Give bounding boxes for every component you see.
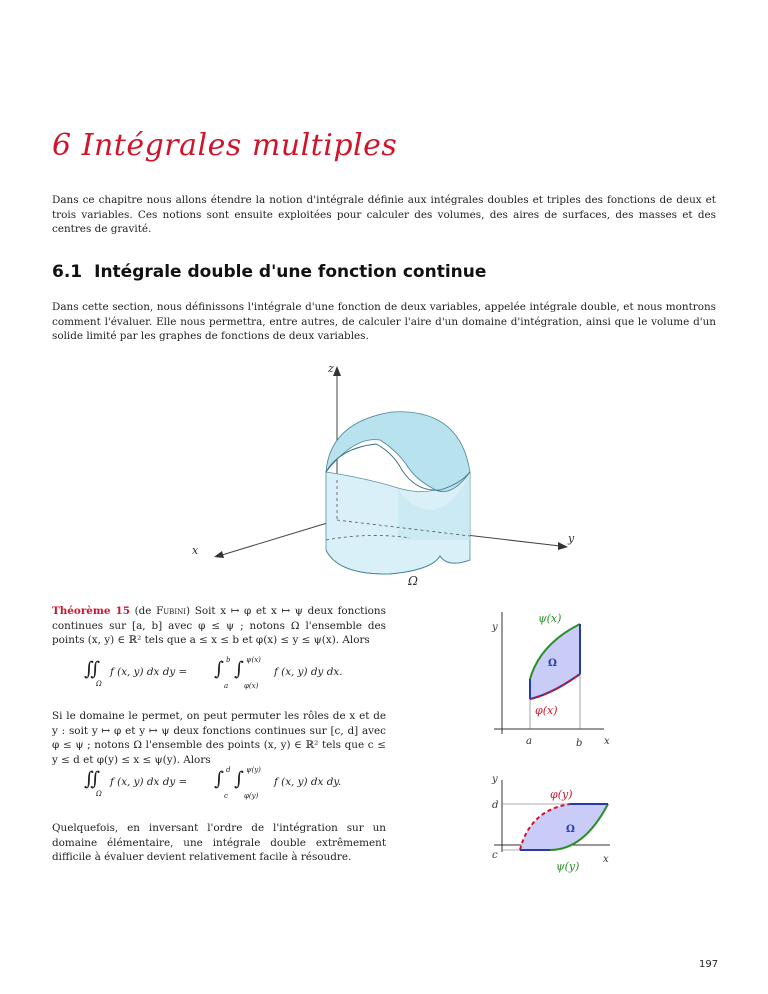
domain-label: Ω xyxy=(408,574,418,588)
formula2-inner-lower: φ(y) xyxy=(244,792,259,800)
theorem-text: Soit x ↦ φ et x ↦ ψ deux fonctions continues sur [a, b] avec φ ≤ ψ ; notons Ω l'ensemble des points (x, y) ∈ ℝ² tels que a ≤ x ≤ b et φ(x) ≤ y ≤ ψ(x). Alors xyxy=(52,605,386,647)
y-axis-label: y xyxy=(492,622,498,633)
formula1-inner-lower: φ(x) xyxy=(244,682,259,690)
integral-sign: ∫ xyxy=(234,768,244,790)
y-axis-label: y xyxy=(492,774,498,785)
formula1-upper: b xyxy=(226,656,231,664)
y-axis-label: y xyxy=(568,532,575,545)
formula1-lhs: f (x, y) dx dy = xyxy=(110,666,188,678)
omega-label: Ω xyxy=(548,658,557,669)
page-number: 197 xyxy=(699,959,719,970)
fubini-formula-1 xyxy=(84,656,384,696)
chapter-intro: Dans ce chapitre nous allons étendre la notion d'intégrale définie aux intégrales doubles et triples des fonctions de deux et trois variables. Ces notions sont ensuite exploitées pour calculer des volumes, des aires de surfaces, des masses et des centres de gravité. xyxy=(52,194,716,236)
formula1-integrand: f (x, y) dy dx. xyxy=(274,666,343,678)
formula2-lower: c xyxy=(224,792,228,800)
omega-label: Ω xyxy=(566,824,575,835)
phi-label: φ(x) xyxy=(535,704,558,717)
formula2-upper: d xyxy=(226,766,231,774)
theorem-attribution-prefix: (de xyxy=(134,605,157,617)
formula1-lower: a xyxy=(224,682,229,690)
formula2-integrand: f (x, y) dx dy. xyxy=(274,776,342,788)
integral-sign: ∫ xyxy=(214,658,224,680)
x-axis-label: x xyxy=(603,854,609,865)
x-axis-arrow xyxy=(214,551,224,558)
omega-subscript: Ω xyxy=(96,680,102,688)
graph-domain-y xyxy=(480,770,620,876)
swap-paragraph: Si le domaine le permet, on peut permuter les rôles de x et de y : soit y ↦ φ et y ↦ ψ deux fonctions continues sur [c, d] avec φ ≤ ψ ; notons Ω l'ensemble des points (x, y) ∈ ℝ² tels que c ≤ y ≤ d et φ(y) ≤ x ≤ ψ(y). Alors xyxy=(52,710,386,766)
theorem-attribution-suffix: ) xyxy=(186,605,191,617)
z-axis-arrow xyxy=(333,366,341,376)
double-integral-sign: ∬ xyxy=(84,768,101,790)
phi-label: φ(y) xyxy=(550,788,573,801)
integral-sign: ∫ xyxy=(234,658,244,680)
integral-sign: ∫ xyxy=(214,768,224,790)
omega-region xyxy=(520,804,608,850)
x-axis xyxy=(222,520,337,555)
fubini-formula-2 xyxy=(84,766,384,806)
formula2-lhs: f (x, y) dx dy = xyxy=(110,776,188,788)
section-heading xyxy=(52,262,486,282)
closing-paragraph: Quelquefois, en inversant l'ordre de l'intégration sur un domaine élémentaire, une intégrale double extrêmement difficile à évaluer devient relativement facile à résoudre. xyxy=(52,822,386,864)
graph-domain-x xyxy=(480,604,620,754)
psi-label: ψ(x) xyxy=(538,612,562,625)
a-label: a xyxy=(526,736,532,747)
section-title: Intégrale double d'une fonction continue xyxy=(94,262,487,282)
d-label: d xyxy=(492,800,499,811)
solid-3d-figure xyxy=(170,360,590,590)
formula1-inner-upper: ψ(x) xyxy=(246,656,261,664)
section-number: 6.1 xyxy=(52,262,83,282)
y-axis-arrow xyxy=(558,542,568,550)
c-label: c xyxy=(492,850,498,861)
z-axis-label: z xyxy=(328,362,334,375)
b-label: b xyxy=(576,738,583,749)
theorem-attribution-name: Fubini xyxy=(156,605,186,617)
x-axis-label: x xyxy=(604,736,610,747)
omega-subscript: Ω xyxy=(96,790,102,798)
x-axis-label: x xyxy=(192,544,199,557)
psi-label: ψ(y) xyxy=(556,860,580,873)
formula2-inner-upper: ψ(y) xyxy=(246,766,261,774)
chapter-title: 6 Intégrales multiples xyxy=(52,128,398,163)
double-integral-sign: ∬ xyxy=(84,658,101,680)
theorem-label: Théorème 15 xyxy=(52,605,130,617)
theorem-statement xyxy=(52,604,386,648)
section-intro: Dans cette section, nous définissons l'intégrale d'une fonction de deux variables, appelée intégrale double, et nous montrons comment l'évaluer. Elle nous permettra, entre autres, de calculer l'aire d'un domaine d'intégration, ainsi que le volume d'un solide limité par les graphes de fonctions de deux variables. xyxy=(52,301,716,343)
